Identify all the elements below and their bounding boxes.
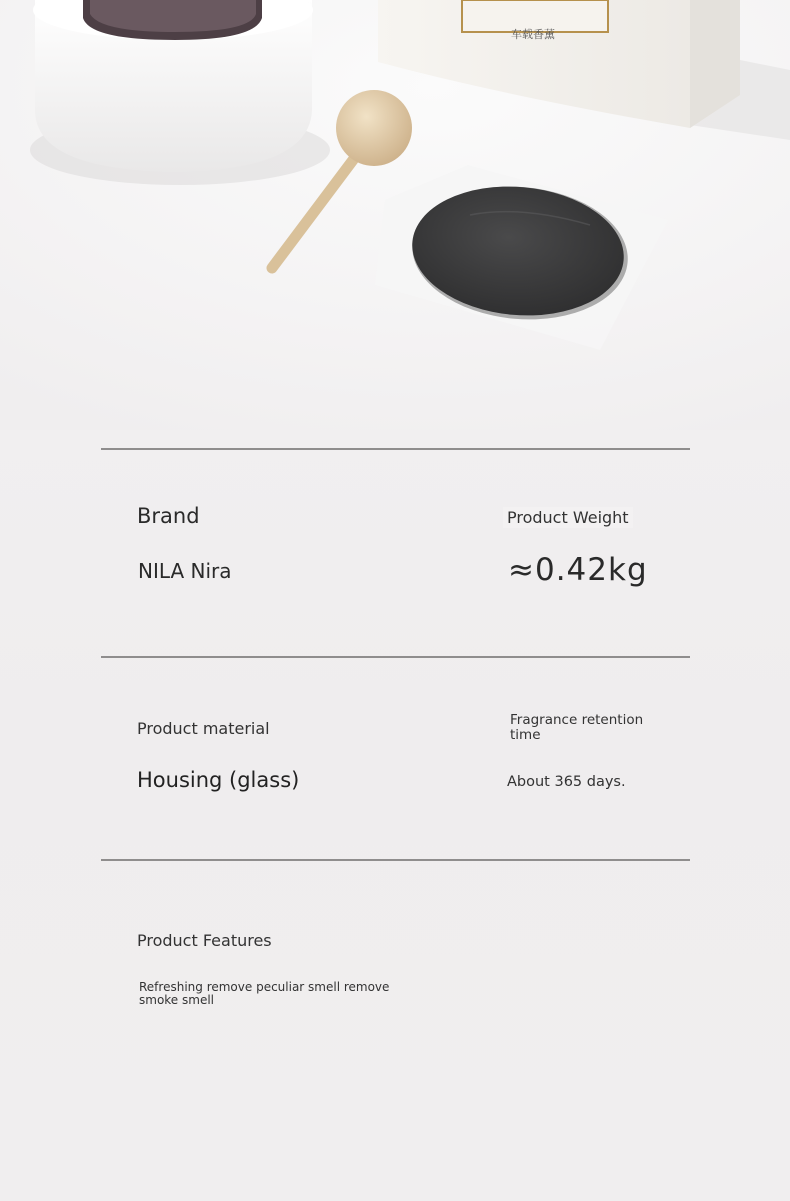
retention-label: Fragrance retention time bbox=[510, 712, 644, 743]
material-value: Housing (glass) bbox=[137, 768, 300, 792]
divider bbox=[101, 859, 690, 861]
product-photo bbox=[0, 0, 790, 430]
divider bbox=[101, 448, 690, 450]
features-label: Product Features bbox=[137, 931, 272, 950]
divider bbox=[101, 656, 690, 658]
features-value: Refreshing remove peculiar smell remove smoke smell bbox=[139, 980, 390, 1007]
brand-value: NILA Nira bbox=[138, 559, 232, 583]
retention-value: About 365 days. bbox=[507, 774, 626, 790]
brand-label: Brand bbox=[137, 504, 200, 528]
weight-label: Product Weight bbox=[503, 507, 633, 528]
weight-value: ≈0.42kg bbox=[508, 552, 648, 588]
box-label: 车载香薰 bbox=[511, 28, 555, 41]
material-label: Product material bbox=[137, 719, 270, 738]
